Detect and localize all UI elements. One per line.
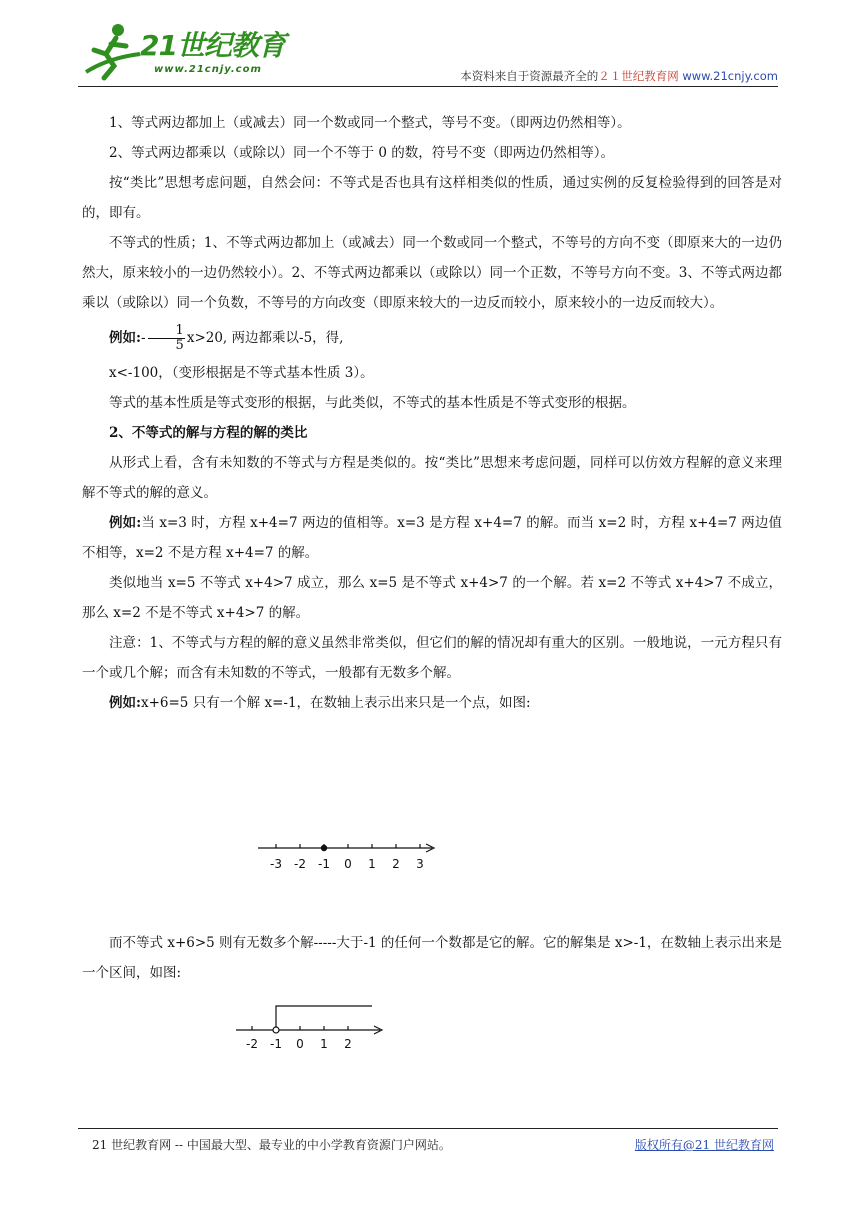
paragraph-4: 不等式的性质；1、不等式两边都加上（或减去）同一个数或同一个整式，不等号的方向不变（即原来大的一边仍然大，原来较小的一边仍然较小）。2、不等式两边都乘以（或除以）同一个正数，不等号方向不变。3、不等式两边都乘以（或除以）同一个负数，不等号的方向改变（即原来较大的一边反而较小，原来较小的一边反而较大）。 <box>82 235 782 311</box>
example-3 <box>82 688 782 718</box>
fraction-numerator: 1 <box>148 324 185 339</box>
footer-divider <box>78 1128 778 1129</box>
number-line-point <box>256 836 440 876</box>
example-2-text: 当 x=3 时，方程 x+4=7 两边的值相等。x=3 是方程 x+4=7 的解。而当 x=2 时，方程 x+4=7 两边值不相等，x=2 不是方程 x+4=7 的解。 <box>82 515 782 561</box>
paragraph-3: 按“类比”思想考虑问题，自然会问：不等式是否也具有这样相类似的性质，通过实例的反复检验得到的回答是对的，即有。 <box>82 175 782 221</box>
tick-label: -2 <box>294 857 306 871</box>
example-3-text: x+6=5 只有一个解 x=-1，在数轴上表示出来只是一个点，如图: <box>140 695 531 711</box>
header-note-brand: ２１世纪教育网 <box>598 69 679 83</box>
number-line-svg <box>256 836 440 876</box>
runner-logo-icon <box>78 20 148 84</box>
example-label: 例如: <box>109 515 142 531</box>
header-note <box>460 68 778 84</box>
number-line-svg <box>234 1000 386 1054</box>
paragraph-6: x<-100，（变形根据是不等式基本性质 3）。 <box>109 365 374 381</box>
paragraph-7: 等式的基本性质是等式变形的根据，与此类似，不等式的基本性质是不等式变形的根据。 <box>109 395 636 411</box>
paragraph-10: 类似地当 x=5 不等式 x+4>7 成立，那么 x=5 是不等式 x+4>7 的一个解。若 x=2 不等式 x+4>7 不成立，那么 x=2 不是不等式 x+4>7 的解。 <box>82 575 782 621</box>
tick-label: 3 <box>416 857 424 871</box>
fraction <box>148 324 185 353</box>
open-point <box>273 1027 279 1033</box>
fraction-minus: - <box>140 330 146 346</box>
tick-label: 1 <box>368 857 376 871</box>
tick-label: 2 <box>392 857 400 871</box>
example-1 <box>82 318 782 358</box>
tick-label: -1 <box>318 857 330 871</box>
fraction-denominator: 5 <box>175 338 184 353</box>
header-note-prefix: 本资料来自于资源最齐全的 <box>460 69 599 83</box>
header-divider <box>78 86 778 87</box>
footer-copyright-link[interactable]: 版权所有@21 世纪教育网 <box>634 1138 774 1152</box>
paragraph-8: 从形式上看，含有未知数的不等式与方程是类似的。按“类比”思想来考虑问题，同样可以仿效方程解的意义来理解不等式的解的意义。 <box>82 455 782 501</box>
example-label: 例如: <box>109 695 141 711</box>
solution-interval <box>276 1006 372 1027</box>
tick-label: 1 <box>320 1037 328 1051</box>
page-header <box>78 20 778 88</box>
example-2 <box>82 508 782 568</box>
tick-label: 0 <box>344 857 352 871</box>
number-line-interval <box>234 1000 386 1054</box>
footer-text: 21 世纪教育网 -- 中国最大型、最专业的中小学教育资源门户网站。 <box>92 1138 451 1152</box>
tick-label: -3 <box>270 857 282 871</box>
tick-label: -1 <box>270 1037 282 1051</box>
paragraph-11: 注意：1、不等式与方程的解的意义虽然非常类似，但它们的解的情况却有重大的区别。一般地说，一元方程只有一个或几个解；而含有未知数的不等式，一般都有无数多个解。 <box>82 635 782 681</box>
section-heading-2: 2、不等式的解与方程的解的类比 <box>109 425 308 441</box>
paragraph-2: 2、等式两边都乘以（或除以）同一个不等于 0 的数，符号不变（即两边仍然相等）。 <box>109 145 615 161</box>
logo-url: www.21cnjy.com <box>154 64 262 75</box>
solution-point <box>321 845 327 851</box>
header-note-site-link[interactable]: www.21cnjy.com <box>682 69 778 83</box>
paragraph-13: 而不等式 x+6>5 则有无数多个解-----大于-1 的任何一个数都是它的解。它的解集是 x>-1，在数轴上表示出来是一个区间，如图: <box>82 935 782 981</box>
tick-label: 0 <box>296 1037 304 1051</box>
logo-text: 21世纪教育 <box>140 29 285 62</box>
example-1-text: x>20, 两边都乘以-5，得, <box>186 330 344 346</box>
tick-label: -2 <box>246 1037 258 1051</box>
site-logo[interactable] <box>78 20 308 84</box>
document-body <box>82 108 782 718</box>
tick-label: 2 <box>344 1037 352 1051</box>
example-label: 例如: <box>109 330 141 346</box>
paragraph-1: 1、等式两边都加上（或减去）同一个数或同一个整式，等号不变。（即两边仍然相等）。 <box>109 115 631 131</box>
document-body-lower <box>82 928 782 988</box>
